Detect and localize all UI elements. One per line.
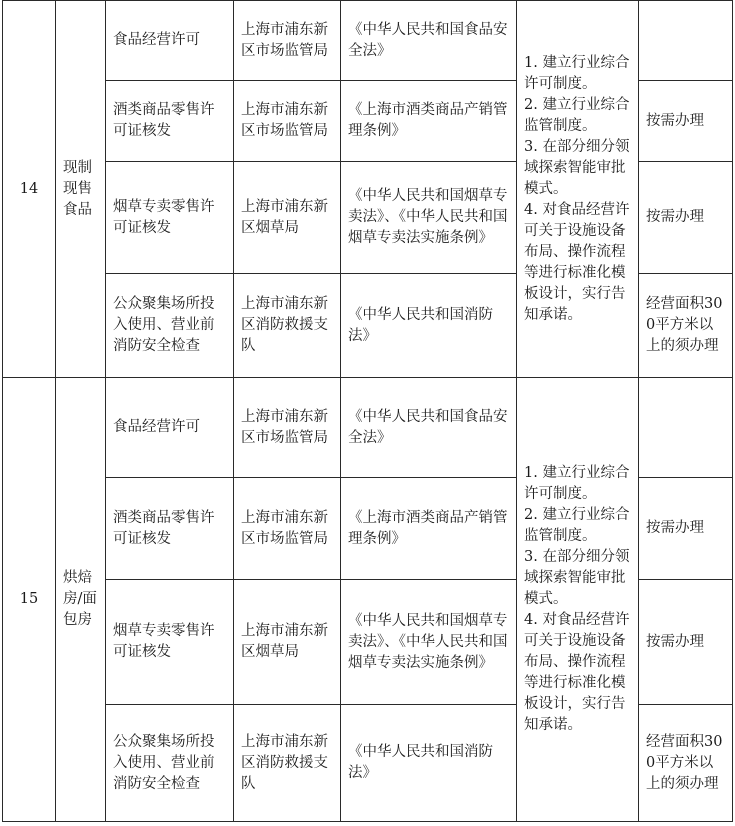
table-row (3, 378, 733, 478)
reform-measures-text: 1. 建立行业综合许可制度。 2. 建立行业综合监管制度。 3. 在部分细分领域探索智能审批模式。 4. 对食品经营许可关于设施设备布局、操作流程等进行标准化模板设计，实行告知承诺。 (524, 54, 630, 323)
permit-item: 公众聚集场所投入使用、营业前消防安全检查 (106, 705, 234, 822)
legal-basis: 《中华人民共和国烟草专卖法》、《中华人民共和国烟草专卖法实施条例》 (341, 162, 517, 274)
legal-basis: 《中华人民共和国食品安全法》 (341, 378, 517, 478)
issuing-authority: 上海市浦东新区消防救援支队 (234, 274, 341, 378)
reform-measures (517, 378, 639, 822)
legal-basis: 《上海市酒类商品产销管理条例》 (341, 478, 517, 580)
industry-category: 烘焙房/面包房 (56, 378, 106, 822)
permit-item: 酒类商品零售许可证核发 (106, 478, 234, 580)
remark (639, 1, 733, 81)
remark: 按需办理 (639, 478, 733, 580)
row-number: 14 (3, 1, 56, 378)
permit-item: 烟草专卖零售许可证核发 (106, 162, 234, 274)
remark: 按需办理 (639, 580, 733, 705)
remark (639, 378, 733, 478)
permit-item: 酒类商品零售许可证核发 (106, 81, 234, 162)
remark: 按需办理 (639, 81, 733, 162)
permit-item: 公众聚集场所投入使用、营业前消防安全检查 (106, 274, 234, 378)
permit-table (2, 0, 733, 822)
legal-basis: 《上海市酒类商品产销管理条例》 (341, 81, 517, 162)
remark: 经营面积300平方米以上的须办理 (639, 274, 733, 378)
remark: 经营面积300平方米以上的须办理 (639, 705, 733, 822)
legal-basis: 《中华人民共和国食品安全法》 (341, 1, 517, 81)
issuing-authority: 上海市浦东新区市场监管局 (234, 81, 341, 162)
table-row (3, 1, 733, 81)
issuing-authority: 上海市浦东新区烟草局 (234, 162, 341, 274)
permit-item: 食品经营许可 (106, 1, 234, 81)
issuing-authority: 上海市浦东新区市场监管局 (234, 478, 341, 580)
legal-basis: 《中华人民共和国消防法》 (341, 274, 517, 378)
permit-item: 烟草专卖零售许可证核发 (106, 580, 234, 705)
issuing-authority: 上海市浦东新区市场监管局 (234, 1, 341, 81)
industry-category: 现制现售食品 (56, 1, 106, 378)
permit-item: 食品经营许可 (106, 378, 234, 478)
issuing-authority: 上海市浦东新区烟草局 (234, 580, 341, 705)
legal-basis: 《中华人民共和国烟草专卖法》、《中华人民共和国烟草专卖法实施条例》 (341, 580, 517, 705)
issuing-authority: 上海市浦东新区市场监管局 (234, 378, 341, 478)
reform-measures (517, 1, 639, 378)
row-number: 15 (3, 378, 56, 822)
issuing-authority: 上海市浦东新区消防救援支队 (234, 705, 341, 822)
reform-measures-text: 1. 建立行业综合许可制度。 2. 建立行业综合监管制度。 3. 在部分细分领域探索智能审批模式。 4. 对食品经营许可关于设施设备布局、操作流程等进行标准化模板设计，实行告知承诺。 (524, 465, 630, 733)
legal-basis: 《中华人民共和国消防法》 (341, 705, 517, 822)
remark: 按需办理 (639, 162, 733, 274)
